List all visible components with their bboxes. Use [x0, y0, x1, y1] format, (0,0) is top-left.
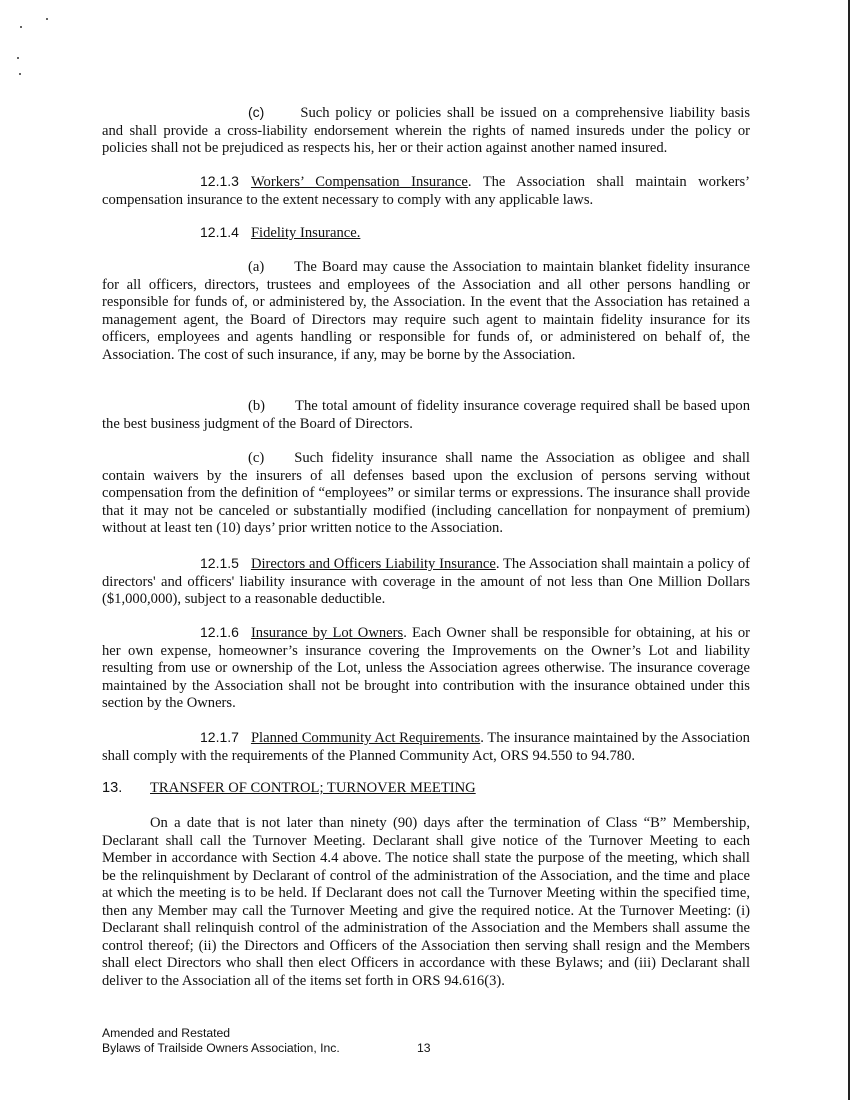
- section-number: 13.: [102, 780, 123, 796]
- section-12-1-7: [102, 729, 750, 765]
- section-12-1-5: [102, 555, 750, 609]
- section-title: Workers’ Compensation Insurance: [250, 174, 468, 190]
- scan-speck: [19, 73, 21, 75]
- section-number: 12.1.4: [200, 224, 239, 240]
- section-title: Fidelity Insurance.: [250, 225, 361, 241]
- section-12-1-4: [102, 224, 750, 243]
- section-12-1-6: [102, 624, 750, 713]
- page-number: 13: [417, 1041, 431, 1055]
- paragraph-label: (a): [248, 259, 265, 275]
- scan-speck: [17, 57, 19, 59]
- paragraph-label: (c): [248, 104, 265, 120]
- section-title: Directors and Officers Liability Insurance: [250, 556, 496, 572]
- section-text: . The Association shall maintain a policy of directors' and officers' liability insurance with coverage in the amount of not less than One Million Dollars ($1,000,000), subject to a reasonable deductible.: [102, 556, 751, 607]
- section-title: Planned Community Act Requirements: [250, 730, 481, 746]
- section-text: . The insurance maintained by the Association shall comply with the requirements of the Planned Community Act, ORS 94.550 to 94.780.: [102, 730, 750, 764]
- section-number: 12.1.3: [200, 173, 239, 189]
- paragraph-b-fidelity: [102, 398, 750, 433]
- section-number: 12.1.7: [200, 729, 239, 745]
- section-number: 12.1.6: [200, 624, 239, 640]
- section-title: TRANSFER OF CONTROL; TURNOVER MEETING: [150, 780, 476, 796]
- section-text: . Each Owner shall be responsible for obtaining, at his or her own expense, homeowner’s insurance covering the Improvements on the Owner’s Lot and liability resulting from use or ownership of the Lot, unless the Association agrees otherwise. The insurance coverage maintained by the Association shall not be brought into contribution with the insurance obtained under this section by the Owners.: [102, 625, 750, 711]
- section-13-heading: [102, 779, 476, 797]
- section-13-body: [102, 815, 750, 990]
- paragraph-label: (c): [248, 450, 265, 466]
- paragraph-text: The Board may cause the Association to maintain blanket fidelity insurance for all officers, directors, trustees and employees of the Association and all other persons handling or responsible for funds of, or administered by, the Association. In the event that the Association has retained a management agent, the Board of Directors may require such agent to maintain fidelity insurance for its officers, employees and agents handling or responsible for funds of, or administered on behalf of, the Association. The cost of such insurance, if any, may be borne by the Association.: [102, 259, 750, 363]
- scan-speck: [46, 18, 48, 20]
- section-text: On a date that is not later than ninety (90) days after the termination of Class “B” Membership, Declarant shall call the Turnover Meeting. Declarant shall give notice of the Turnover Meeting to each Member in accordance with Section 4.4 above. The notice shall state the purpose of the meeting, which shall be the relinquishment by Declarant of control of the administration of the Association, and the time and place at which the meeting is to be held. If Declarant does not call the Turnover Meeting within the specified time, then any Member may call the Turnover Meeting and give the required notice. At the Turnover Meeting: (i) Declarant shall relinquish control of the administration of the Association and the Members shall assume the control thereof; (ii) the Directors and Officers of the Association then serving shall resign and the Members shall elect Directors who shall then elect Officers in accordance with these Bylaws; and (iii) Declarant shall deliver to the Association all of the items set forth in ORS 94.616(3).: [102, 815, 750, 989]
- footer-line-1: Amended and Restated: [102, 1026, 231, 1040]
- section-text: . The Association shall maintain workers’ compensation insurance to the extent necessary to comply with any applicable laws.: [102, 174, 750, 208]
- paragraph-text: The total amount of fidelity insurance coverage required shall be based upon the best business judgment of the Board of Directors.: [102, 398, 750, 432]
- paragraph-text: Such fidelity insurance shall name the Association as obligee and shall contain waivers by the insurers of all defenses based upon the exclusion of persons serving without compensation from the definition of “employees” or similar terms or expressions. The insurance shall provide that it may not be canceled or substantially modified (including cancellation for nonpayment of premium) without at least ten (10) days’ prior written notice to the Association.: [102, 450, 750, 536]
- paragraph-label: (b): [248, 398, 266, 414]
- section-number: 12.1.5: [200, 555, 239, 571]
- footer-line-2: Bylaws of Trailside Owners Association, Inc.: [102, 1040, 340, 1055]
- paragraph-text: Such policy or policies shall be issued on a comprehensive liability basis and shall provide a cross-liability endorsement wherein the rights of named insureds under the policy or policies shall not be prejudiced as respects his, her or their action against another named insured.: [102, 105, 750, 156]
- scan-speck: [20, 26, 22, 28]
- page-footer: [102, 1026, 340, 1055]
- section-title: Insurance by Lot Owners: [250, 625, 404, 641]
- paragraph-a-fidelity: [102, 259, 750, 364]
- paragraph-c-policy: [102, 104, 750, 158]
- paragraph-c-fidelity: [102, 450, 750, 538]
- section-12-1-3: [102, 173, 750, 209]
